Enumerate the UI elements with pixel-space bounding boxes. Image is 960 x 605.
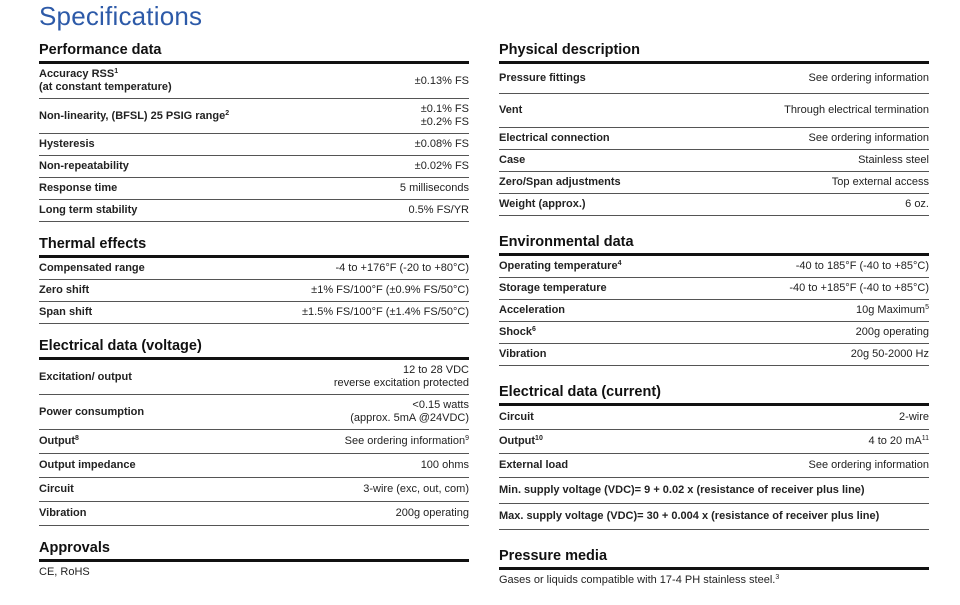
spec-label [499, 260, 622, 273]
spec-row [499, 172, 929, 194]
spec-value [400, 182, 469, 195]
spec-value-text: 20g 50-2000 Hz [850, 348, 929, 360]
spec-label [39, 262, 145, 275]
spec-value-text: 6 oz. [905, 198, 929, 210]
footnote-ref: 3 [775, 574, 780, 581]
spec-value-sub: reverse excitation protected [333, 377, 469, 389]
spec-label [499, 154, 525, 167]
spec-row [499, 194, 929, 216]
spec-value-text: 12 to 28 VDC [402, 364, 469, 376]
spec-row [39, 200, 469, 222]
spec-label-text: Pressure fittings [499, 72, 586, 84]
spec-row [39, 64, 469, 99]
spec-value [421, 103, 469, 129]
spec-value [302, 306, 469, 319]
spec-value-text: -40 to 185°F (-40 to +85°C) [795, 260, 929, 272]
spec-label [499, 411, 534, 424]
section-title: Performance data [39, 42, 469, 64]
spec-value-text: ±0.13% FS [414, 74, 469, 87]
spec-label [499, 484, 929, 497]
spec-label-text: Max. supply voltage (VDC)= 30 + 0.004 x (resistance of receiver plus line) [499, 510, 880, 522]
spec-row [39, 502, 469, 526]
spec-label [39, 306, 92, 319]
spec-label-text: Excitation/ output [39, 370, 132, 383]
spec-label-text: Compensated range [39, 262, 145, 274]
footnote-ref: 6 [532, 326, 536, 333]
spec-label [499, 282, 607, 295]
spec-value-text: 0.5% FS/YR [408, 204, 469, 216]
spec-label-text: Shock [499, 326, 533, 338]
spec-value [415, 160, 469, 173]
spec-label-text: Output impedance [39, 459, 136, 471]
spec-row [39, 302, 469, 324]
spec-value-text: See ordering information [808, 459, 929, 471]
spec-value-text: 200g operating [395, 507, 469, 519]
spec-label-text: Span shift [39, 306, 93, 318]
section-physical-description [499, 42, 929, 216]
spec-label-text: Vibration [39, 507, 87, 519]
spec-value [421, 459, 469, 472]
section-thermal-effects [39, 236, 469, 324]
spec-value-text: 4 to 20 mA [868, 435, 922, 447]
spec-label [39, 406, 144, 419]
spec-value-text: <0.15 watts [412, 399, 469, 411]
section-title: Thermal effects [39, 236, 469, 258]
spec-label-text: Circuit [39, 483, 74, 495]
spec-label [39, 182, 117, 195]
section-pressure-media [499, 548, 929, 587]
spec-value [796, 260, 929, 273]
spec-row [39, 395, 469, 430]
spec-label [499, 348, 546, 361]
spec-value-text: ±0.02% FS [414, 160, 469, 172]
spec-row [499, 94, 929, 128]
spec-value [335, 262, 469, 275]
footnote-ref: 8 [75, 435, 79, 442]
spec-label-text: Circuit [499, 411, 534, 423]
spec-label [499, 510, 929, 523]
spec-label-text: Acceleration [499, 304, 566, 316]
spec-label [39, 138, 95, 151]
footnote-ref: 1 [114, 68, 119, 75]
spec-value [334, 364, 469, 390]
section-title: Electrical data (voltage) [39, 338, 469, 360]
spec-row [39, 156, 469, 178]
spec-label [499, 72, 586, 85]
spec-value-text: See ordering information [808, 72, 929, 84]
footnote-ref: 5 [925, 304, 929, 311]
section-title: Environmental data [499, 234, 929, 256]
spec-label-text: Power consumption [39, 405, 145, 418]
spec-row [39, 280, 469, 302]
spec-row [499, 150, 929, 172]
section-title: Physical description [499, 42, 929, 64]
spec-value [856, 326, 929, 339]
footnote-ref: 4 [617, 260, 622, 267]
spec-value-text: -40 to +185°F (-40 to +85°C) [789, 282, 929, 294]
spec-label-text: Weight (approx.) [499, 198, 586, 210]
spec-label [499, 435, 543, 448]
footnote-ref: 2 [225, 109, 230, 117]
section-electrical-data-voltage [39, 338, 469, 526]
spec-value [905, 198, 929, 211]
spec-value-text: 5 milliseconds [399, 182, 469, 194]
spec-value [858, 154, 929, 167]
spec-value-text: 200g operating [855, 326, 929, 338]
spec-value [899, 411, 929, 424]
spec-label [39, 204, 137, 217]
spec-row [39, 134, 469, 156]
page-title: Specifications [39, 1, 203, 31]
spec-value [363, 483, 469, 496]
left-column [39, 42, 469, 579]
spec-value [851, 348, 929, 361]
right-column [499, 42, 929, 587]
spec-row [499, 504, 929, 530]
spec-value-text: See ordering information [808, 132, 929, 144]
spec-row [39, 430, 469, 454]
spec-value [856, 304, 929, 317]
spec-label [499, 326, 536, 339]
spec-value [789, 282, 929, 295]
spec-row [499, 344, 929, 366]
spec-label [39, 483, 74, 496]
spec-row [39, 99, 469, 134]
footnote-ref: 10 [535, 435, 543, 442]
spec-value-text: Stainless steel [858, 154, 929, 166]
spec-label-text: Non-linearity, (BFSL) 25 PSIG range [39, 109, 226, 122]
spec-row [39, 454, 469, 478]
spec-value [809, 459, 929, 472]
spec-value-text: ±1% FS/100°F (±0.9% FS/50°C) [311, 284, 469, 296]
spec-row [39, 360, 469, 395]
section-note-text: CE, RoHS [39, 566, 90, 578]
spec-row [499, 128, 929, 150]
spec-row [499, 454, 929, 478]
spec-value [350, 399, 469, 425]
section-note-text: Gases or liquids compatible with 17-4 PH stainless steel. [499, 574, 776, 586]
spec-row [499, 430, 929, 454]
spec-value-text: 3-wire (exc, out, com) [363, 483, 469, 495]
footnote-ref: 9 [465, 435, 469, 442]
spec-label [39, 459, 136, 472]
spec-row [499, 322, 929, 344]
spec-row [499, 278, 929, 300]
spec-value-sub: (approx. 5mA @24VDC) [350, 412, 469, 424]
spec-label [499, 198, 586, 211]
spec-label [39, 507, 86, 520]
spec-label-text: Vent [499, 104, 523, 116]
section-environmental-data [499, 234, 929, 366]
spec-label-text: Non-repeatability [39, 160, 129, 172]
spec-value-text: ±0.08% FS [414, 138, 469, 150]
section-title: Approvals [39, 540, 469, 562]
spec-label-text: Zero/Span adjustments [499, 176, 621, 188]
spec-label [39, 68, 172, 94]
spec-label-sub: (at constant temperature) [39, 81, 172, 93]
spec-value-text: -4 to +176°F (-20 to +80°C) [335, 262, 469, 274]
section-title: Pressure media [499, 548, 929, 570]
spec-label-text: Long term stability [39, 204, 138, 216]
spec-row [499, 300, 929, 322]
spec-value [832, 176, 929, 189]
spec-label [39, 160, 129, 173]
spec-value-text: 2-wire [899, 411, 929, 423]
spec-value [345, 435, 469, 448]
spec-label [39, 371, 132, 384]
section-electrical-data-current [499, 384, 929, 530]
spec-label-text: Zero shift [39, 284, 90, 296]
footnote-ref: 11 [921, 435, 929, 442]
spec-value [415, 138, 469, 151]
spec-row [39, 258, 469, 280]
section-note [39, 562, 469, 579]
spec-row [39, 178, 469, 200]
spec-label-text: Output [499, 435, 536, 447]
spec-row [499, 406, 929, 430]
spec-value-text: Top external access [831, 176, 929, 188]
spec-value [869, 435, 929, 448]
spec-label-text: Response time [39, 182, 118, 194]
section-title: Electrical data (current) [499, 384, 929, 406]
spec-row [499, 64, 929, 94]
spec-value-text: ±0.1% FS [420, 103, 469, 115]
spec-label-text: External load [499, 459, 569, 471]
spec-label [499, 104, 522, 117]
spec-label-text: Hysteresis [39, 138, 95, 150]
spec-label-text: Operating temperature [499, 260, 618, 272]
section-performance-data [39, 42, 469, 222]
spec-value-sub: ±0.2% FS [420, 116, 469, 128]
spec-label [39, 284, 89, 297]
spec-value [311, 284, 469, 297]
spec-value [396, 507, 469, 520]
spec-label-text: Min. supply voltage (VDC)= 9 + 0.02 x (resistance of receiver plus line) [499, 484, 865, 496]
spec-value [784, 104, 929, 117]
spec-label-text: Case [499, 154, 526, 166]
spec-row [39, 478, 469, 502]
spec-row [499, 256, 929, 278]
spec-label-text: Storage temperature [499, 282, 607, 294]
spec-label [499, 459, 568, 472]
spec-label [39, 435, 79, 448]
spec-value [415, 75, 469, 88]
spec-value-text: 10g Maximum [856, 304, 926, 316]
spec-value [408, 204, 469, 217]
spec-value [809, 72, 929, 85]
spec-label [39, 110, 229, 123]
spec-label [499, 304, 565, 317]
spec-label [499, 176, 621, 189]
spec-value-text: Through electrical termination [784, 104, 929, 116]
section-approvals [39, 540, 469, 579]
spec-label [499, 132, 610, 145]
spec-value [809, 132, 929, 145]
spec-label-text: Accuracy RSS [39, 68, 115, 80]
spec-label-text: Output [39, 435, 76, 447]
section-note [499, 570, 929, 587]
spec-label-text: Electrical connection [499, 132, 610, 144]
spec-value-text: ±1.5% FS/100°F (±1.4% FS/50°C) [302, 306, 469, 318]
spec-row [499, 478, 929, 504]
spec-label-text: Vibration [499, 348, 547, 360]
spec-value-text: 100 ohms [420, 459, 469, 471]
spec-value-text: See ordering information [344, 435, 466, 447]
